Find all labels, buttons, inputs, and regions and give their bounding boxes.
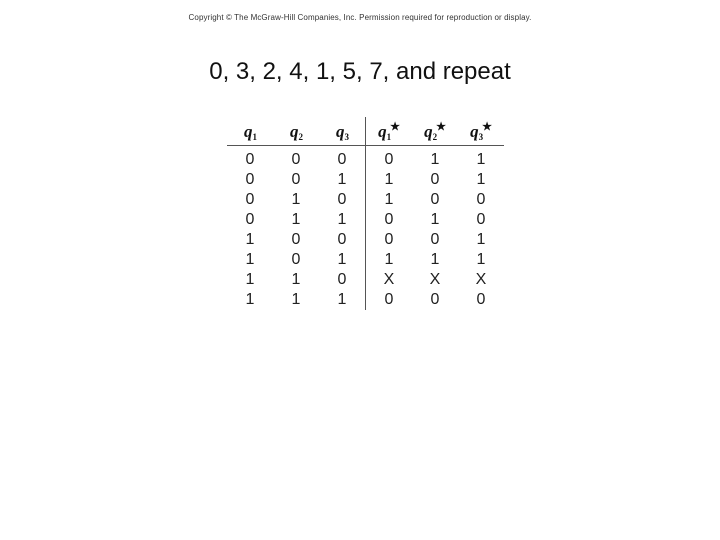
table-cell: 1 [319,170,366,190]
table-cell: 1 [430,151,440,168]
header-q2-next: $q_2^★$ [412,117,458,146]
table-row [227,250,504,270]
table-cell: 0 [476,191,486,208]
table-cell: 0 [245,211,255,228]
table-cell: 0 [319,230,366,250]
table-row [227,190,504,210]
header-q3: $q_3$ [319,117,366,146]
table-cell: 0 [430,171,440,188]
table-cell: 1 [430,211,440,228]
table-cell: 1 [384,191,394,208]
table-cell: 1 [245,231,255,248]
table-cell: 1 [476,231,486,248]
table-cell: 1 [476,251,486,268]
table-cell: 1 [291,211,301,228]
table-row [227,290,504,310]
table-cell: X [383,271,395,288]
table-cell: 1 [291,291,301,308]
table-cell: 1 [430,251,440,268]
table-cell: 0 [430,291,440,308]
table-cell: 1 [245,291,255,308]
table-cell: 1 [245,251,255,268]
header-q3-next: $q_3^★$ [458,117,504,146]
table-cell: X [475,271,487,288]
table-cell: 1 [476,151,486,168]
table-cell: 0 [245,171,255,188]
table-cell: 0 [291,251,301,268]
table-cell: 1 [245,271,255,288]
table-row [227,270,504,290]
table-cell: 1 [384,251,394,268]
table-cell: 0 [476,291,486,308]
copyright-notice: Copyright © The McGraw-Hill Companies, Inc. Permission required for reproduction or display. [188,13,532,22]
table-cell: 0 [319,190,366,210]
table-cell: 1 [319,210,366,230]
table-cell: 0 [384,231,394,248]
table-row [227,146,504,171]
state-transition-table [227,117,504,310]
table-cell: 0 [476,211,486,228]
table-cell: 0 [291,151,301,168]
table-cell: 1 [319,290,366,310]
table-cell: 1 [319,250,366,270]
table-cell: 0 [430,231,440,248]
table-cell: 1 [384,171,394,188]
table-cell: 0 [245,191,255,208]
table-cell: 1 [476,171,486,188]
table-row [227,230,504,250]
header-q1-next: $q_1^★$ [366,117,413,146]
table-cell: X [429,271,441,288]
table-cell: 1 [291,191,301,208]
header-q1: $q_1$ [227,117,273,146]
table-cell: 1 [291,271,301,288]
table-cell: 0 [291,171,301,188]
table-cell: 0 [384,151,394,168]
table-cell: 0 [384,291,394,308]
table-cell: 0 [384,211,394,228]
table-cell: 0 [430,191,440,208]
table-row [227,170,504,190]
table-cell: 0 [291,231,301,248]
table-header-row [227,117,504,146]
table-cell: 0 [319,146,366,171]
table-row [227,210,504,230]
table-cell: 0 [245,151,255,168]
truth-table-container [227,117,504,310]
header-q2: $q_2$ [273,117,319,146]
slide-title: 0, 3, 2, 4, 1, 5, 7, and repeat [209,58,511,85]
table-cell: 0 [319,270,366,290]
